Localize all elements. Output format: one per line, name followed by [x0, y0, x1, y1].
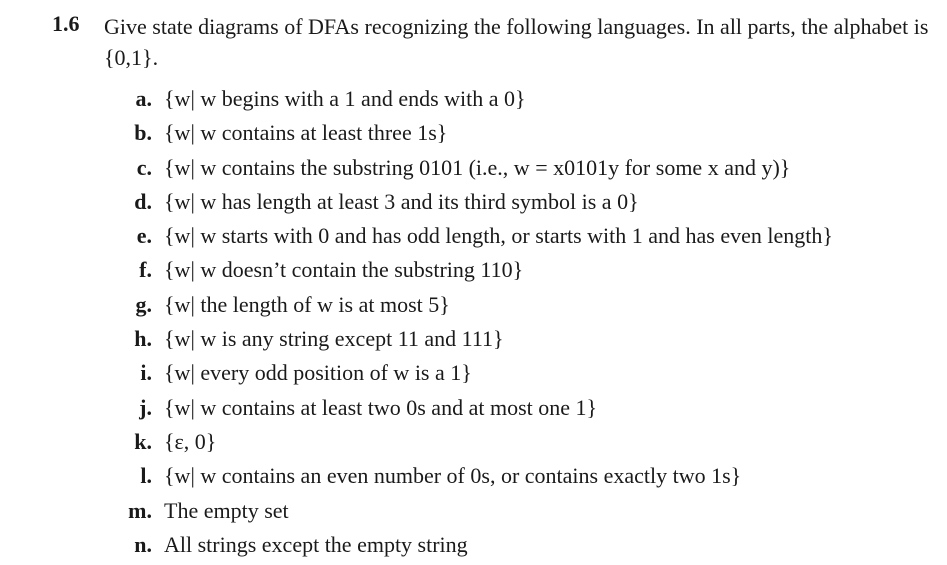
- part-text: {w| w contains at least two 0s and at most one 1}: [164, 394, 598, 420]
- part-text: {w| w contains an even number of 0s, or contains exactly two 1s}: [164, 463, 742, 489]
- problem-intro: Give state diagrams of DFAs recognizing the following languages. In all parts, the alphabet is {0,1}.: [104, 14, 929, 70]
- part-letter: e.: [136, 223, 152, 249]
- part-letter: b.: [134, 120, 152, 146]
- part-l: [0, 461, 947, 495]
- part-j: [0, 393, 947, 427]
- part-m: [0, 496, 947, 530]
- part-letter: h.: [134, 326, 152, 352]
- part-text: {w| w contains the substring 0101 (i.e., w = x0101y for some x and y)}: [164, 154, 791, 180]
- part-letter: a.: [135, 86, 152, 111]
- part-text: {w| w starts with 0 and has odd length, or starts with 1 and has even length}: [164, 223, 833, 249]
- part-b: [0, 118, 947, 152]
- part-c: [0, 153, 947, 187]
- part-n: [0, 530, 947, 564]
- part-text: {ε, 0}: [164, 428, 217, 454]
- part-letter: g.: [135, 291, 152, 317]
- part-text: {w| w is any string except 11 and 111}: [164, 326, 504, 352]
- parts-list: [0, 84, 947, 564]
- part-g: [0, 290, 947, 324]
- part-letter: n.: [134, 531, 152, 557]
- part-letter: m.: [128, 497, 152, 523]
- part-a: [0, 84, 947, 118]
- part-text: {w| every odd position of w is a 1}: [164, 360, 472, 386]
- part-letter: j.: [139, 394, 152, 420]
- part-letter: c.: [136, 154, 152, 180]
- problem-number: 1.6: [52, 11, 80, 36]
- part-letter: i.: [140, 360, 152, 386]
- part-h: [0, 324, 947, 358]
- part-text: {w| w contains at least three 1s}: [164, 120, 448, 146]
- part-text: {w| w doesn’t contain the substring 110}: [164, 257, 524, 283]
- part-e: [0, 221, 947, 255]
- part-text: All strings except the empty string: [164, 531, 468, 557]
- part-letter: k.: [134, 428, 152, 454]
- part-letter: f.: [139, 257, 152, 283]
- part-text: {w| w begins with a 1 and ends with a 0}: [164, 86, 526, 111]
- part-letter: d.: [134, 188, 152, 214]
- part-text: {w| the length of w is at most 5}: [164, 291, 450, 317]
- part-text: {w| w has length at least 3 and its third symbol is a 0}: [164, 188, 639, 214]
- part-d: [0, 187, 947, 221]
- part-i: [0, 358, 947, 392]
- part-k: [0, 427, 947, 461]
- part-text: The empty set: [164, 497, 289, 523]
- part-letter: l.: [140, 463, 152, 489]
- part-f: [0, 255, 947, 289]
